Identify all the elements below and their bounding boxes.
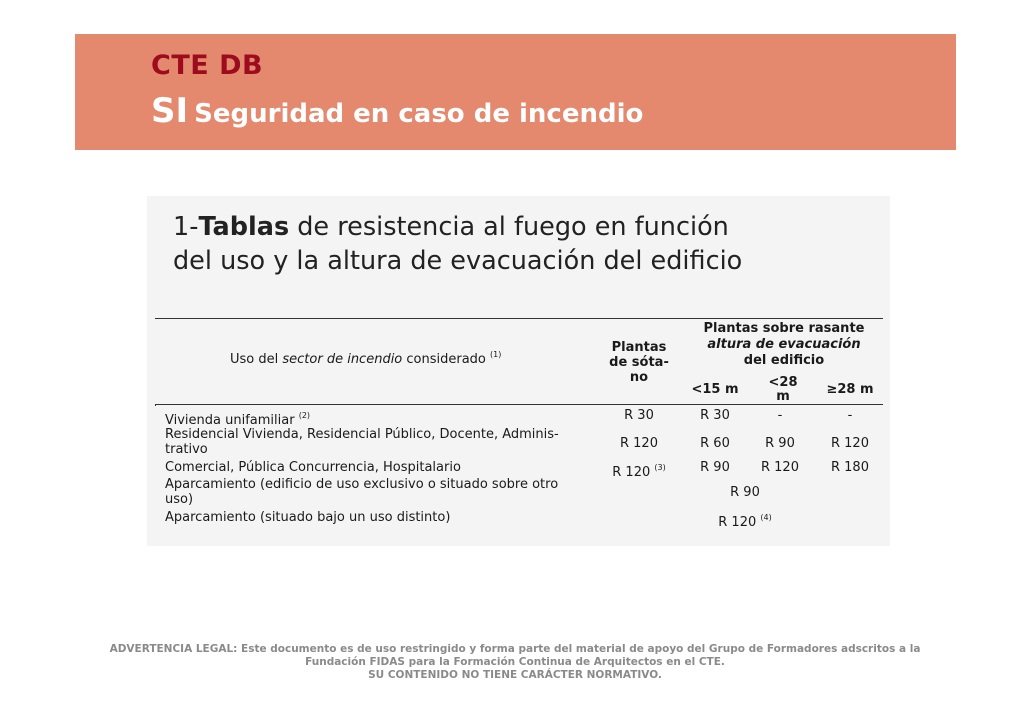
row-5-merged: R 120 bbox=[718, 515, 757, 530]
header-col-lt15: <15 m bbox=[691, 382, 739, 397]
header-uso-b: considerado bbox=[402, 352, 491, 367]
row-label bbox=[165, 408, 595, 428]
table-top-rule bbox=[155, 318, 883, 319]
header-uso-note: (1) bbox=[490, 350, 502, 359]
row-3-lt28: R 120 bbox=[761, 460, 799, 475]
row-3-sotano-cell bbox=[599, 460, 679, 480]
row-2-label-cont: trativo bbox=[165, 442, 208, 457]
banner-title: CTE DB bbox=[151, 50, 264, 81]
row-4-label-cont: uso) bbox=[165, 492, 194, 507]
row-2-label: Residencial Vivienda, Residencial Público, Docente, Adminis- bbox=[165, 427, 559, 442]
row-2-lt28: R 90 bbox=[765, 436, 795, 451]
row-1-ge28: - bbox=[847, 408, 853, 423]
row-2-sotano: R 120 bbox=[620, 436, 658, 451]
row-3-lt15: R 90 bbox=[700, 460, 730, 475]
row-3-sotano: R 120 bbox=[612, 465, 651, 480]
row-4-merged: R 90 bbox=[730, 485, 760, 500]
content-panel bbox=[147, 196, 890, 546]
slide-title bbox=[173, 210, 883, 278]
row-2-ge28: R 120 bbox=[831, 436, 869, 451]
header-sotano-1: Plantas bbox=[611, 340, 667, 355]
header-col-lt28-b: m bbox=[776, 389, 790, 404]
row-4-label: Aparcamiento (edificio de uso exclusivo o situado sobre otro bbox=[165, 477, 559, 492]
row-label bbox=[165, 427, 595, 457]
row-1-sotano: R 30 bbox=[624, 408, 654, 423]
title-bold: Tablas bbox=[198, 212, 290, 242]
header-col-lt28-a: <28 bbox=[768, 375, 798, 390]
header-banner bbox=[75, 34, 956, 150]
header-sotano bbox=[599, 340, 679, 385]
legal-footer bbox=[0, 643, 1030, 682]
header-uso-italic: sector de incendio bbox=[282, 352, 403, 367]
footer-line2: Fundación FIDAS para la Formación Continua de Arquitectos en el CTE. bbox=[305, 656, 725, 668]
row-5-note: (4) bbox=[760, 513, 772, 522]
row-1-note: (2) bbox=[298, 411, 311, 420]
header-altura: altura de evacuación bbox=[707, 337, 861, 352]
row-5-merged-cell bbox=[685, 510, 805, 530]
footer-line1: ADVERTENCIA LEGAL: Este documento es de uso restringido y forma parte del material de apoyo del Grupo de Formadores adscritos a la bbox=[109, 643, 921, 655]
row-1-lt15: R 30 bbox=[700, 408, 730, 423]
header-uso-a: Uso del bbox=[230, 352, 283, 367]
row-5-label: Aparcamiento (situado bajo un uso distinto) bbox=[165, 510, 451, 525]
header-col-lt28 bbox=[758, 376, 808, 404]
row-1-lt28: - bbox=[777, 408, 783, 423]
banner-subtitle: Seguridad en caso de incendio bbox=[194, 99, 644, 129]
banner-si: SI bbox=[151, 91, 189, 131]
title-rest: de resistencia al fuego en función bbox=[289, 212, 729, 242]
title-line2: del uso y la altura de evacuación del edificio bbox=[173, 246, 743, 276]
title-prefix: 1- bbox=[173, 212, 199, 242]
header-uso bbox=[230, 350, 501, 367]
header-sobre-rasante bbox=[685, 321, 883, 369]
spacer bbox=[155, 405, 156, 406]
table-header-rule bbox=[155, 404, 883, 405]
row-label bbox=[165, 477, 595, 507]
row-2-lt15: R 60 bbox=[700, 436, 730, 451]
row-3-label: Comercial, Pública Concurrencia, Hospitalario bbox=[165, 460, 461, 475]
header-sobre: Plantas sobre rasante bbox=[703, 321, 865, 336]
row-3-note: (3) bbox=[654, 463, 666, 472]
row-1-label: Vivienda unifamiliar bbox=[165, 413, 295, 428]
header-sotano-2: de sóta- bbox=[609, 355, 669, 370]
header-sotano-3: no bbox=[629, 370, 649, 385]
footer-line3: SU CONTENIDO NO TIENE CARÁCTER NORMATIVO. bbox=[368, 669, 662, 681]
banner-subtitle-row bbox=[151, 91, 643, 131]
header-edificio: del edificio bbox=[743, 353, 825, 368]
row-3-ge28: R 180 bbox=[831, 460, 869, 475]
header-col-ge28: ≥28 m bbox=[826, 382, 874, 397]
